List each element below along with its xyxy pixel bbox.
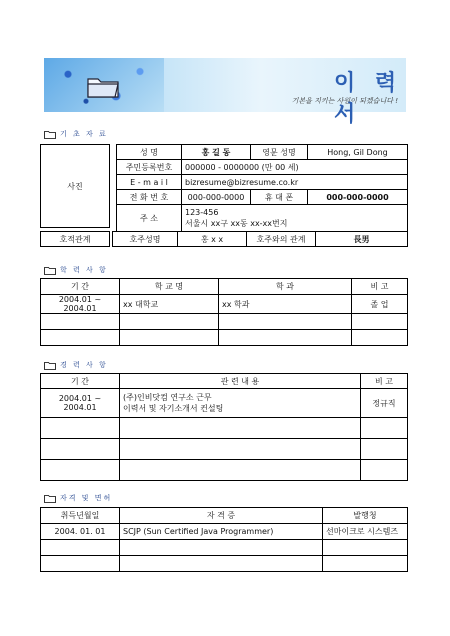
phone-value: 000-000-0000 xyxy=(182,190,251,205)
mobile-label: 휴 대 폰 xyxy=(251,190,308,205)
rrn-label: 주민등록번호 xyxy=(117,160,182,175)
table-row xyxy=(41,556,408,572)
table-row xyxy=(41,540,408,556)
mobile-value: 000-000-0000 xyxy=(308,190,408,205)
header-banner xyxy=(44,58,406,127)
family-table xyxy=(40,231,408,247)
table-row: 2004. 01. 01 SCJP (Sun Certified Java Programmer) 선마이크로 시스템즈 xyxy=(41,524,408,540)
section-license-header: 자격 및 면허 xyxy=(44,493,112,503)
folder-icon xyxy=(86,73,120,99)
career-table xyxy=(40,373,408,481)
career-header-content: 관 련 내 용 xyxy=(120,374,361,389)
section-basic-header: 기 초 자 료 xyxy=(44,129,108,139)
name-value: 홍 길 동 xyxy=(182,145,251,160)
banner-subtitle: 기본을 지키는 사원이 되겠습니다 ! xyxy=(291,97,398,105)
license-table xyxy=(40,507,408,572)
address-label: 주 소 xyxy=(117,205,182,232)
section-career-header: 경 력 사 항 xyxy=(44,360,108,370)
table-row xyxy=(41,439,408,460)
head-label: 호주성명 xyxy=(113,232,178,247)
basic-info-table xyxy=(116,144,408,232)
photo-box: 사진 xyxy=(40,144,110,228)
name-label: 성 명 xyxy=(117,145,182,160)
license-header-issuer: 발행청 xyxy=(323,508,408,524)
rrn-value: 000000 - 0000000 (만 00 세) xyxy=(182,160,408,175)
relation-label: 호주와의 관계 xyxy=(247,232,316,247)
head-value: 홍 x x xyxy=(178,232,247,247)
eng-name-label: 영문 성명 xyxy=(251,145,308,160)
resume-title: 이 력 서 xyxy=(334,71,403,127)
table-row xyxy=(41,314,408,330)
table-row xyxy=(41,418,408,439)
table-row xyxy=(41,460,408,481)
eng-name-value: Hong, Gil Dong xyxy=(308,145,408,160)
section-education-header: 학 력 사 항 xyxy=(44,265,108,275)
license-header-cert: 자 격 증 xyxy=(120,508,323,524)
edu-header-major: 학 과 xyxy=(219,279,352,295)
address-value: 123-456 서울시 xx구 xx동 xx-xx번지 xyxy=(182,205,408,232)
folder-icon xyxy=(44,494,56,503)
phone-label: 전 화 번 호 xyxy=(117,190,182,205)
table-row: 2004.01 ~ 2004.01 xx 대학교 xx 학과 졸 업 xyxy=(41,295,408,314)
relation-value: 長男 xyxy=(316,232,408,247)
folder-icon xyxy=(44,361,56,370)
folder-icon xyxy=(44,266,56,275)
email-label: E - m a i l xyxy=(117,175,182,190)
folder-icon xyxy=(44,130,56,139)
family-label: 호적관계 xyxy=(41,232,110,247)
table-row: 2004.01 ~ 2004.01 (주)인비닷컴 연구소 근무 이력서 및 자기소개서 컨설팅 정규직 xyxy=(41,389,408,418)
edu-header-note: 비 고 xyxy=(352,279,408,295)
license-header-date: 취득년월일 xyxy=(41,508,120,524)
table-row xyxy=(41,330,408,346)
education-table xyxy=(40,278,408,346)
edu-header-school: 학 교 명 xyxy=(120,279,219,295)
email-value: bizresume@bizresume.co.kr xyxy=(182,175,408,190)
career-header-period: 기 간 xyxy=(41,374,120,389)
career-header-note: 비 고 xyxy=(361,374,408,389)
edu-header-period: 기 간 xyxy=(41,279,120,295)
